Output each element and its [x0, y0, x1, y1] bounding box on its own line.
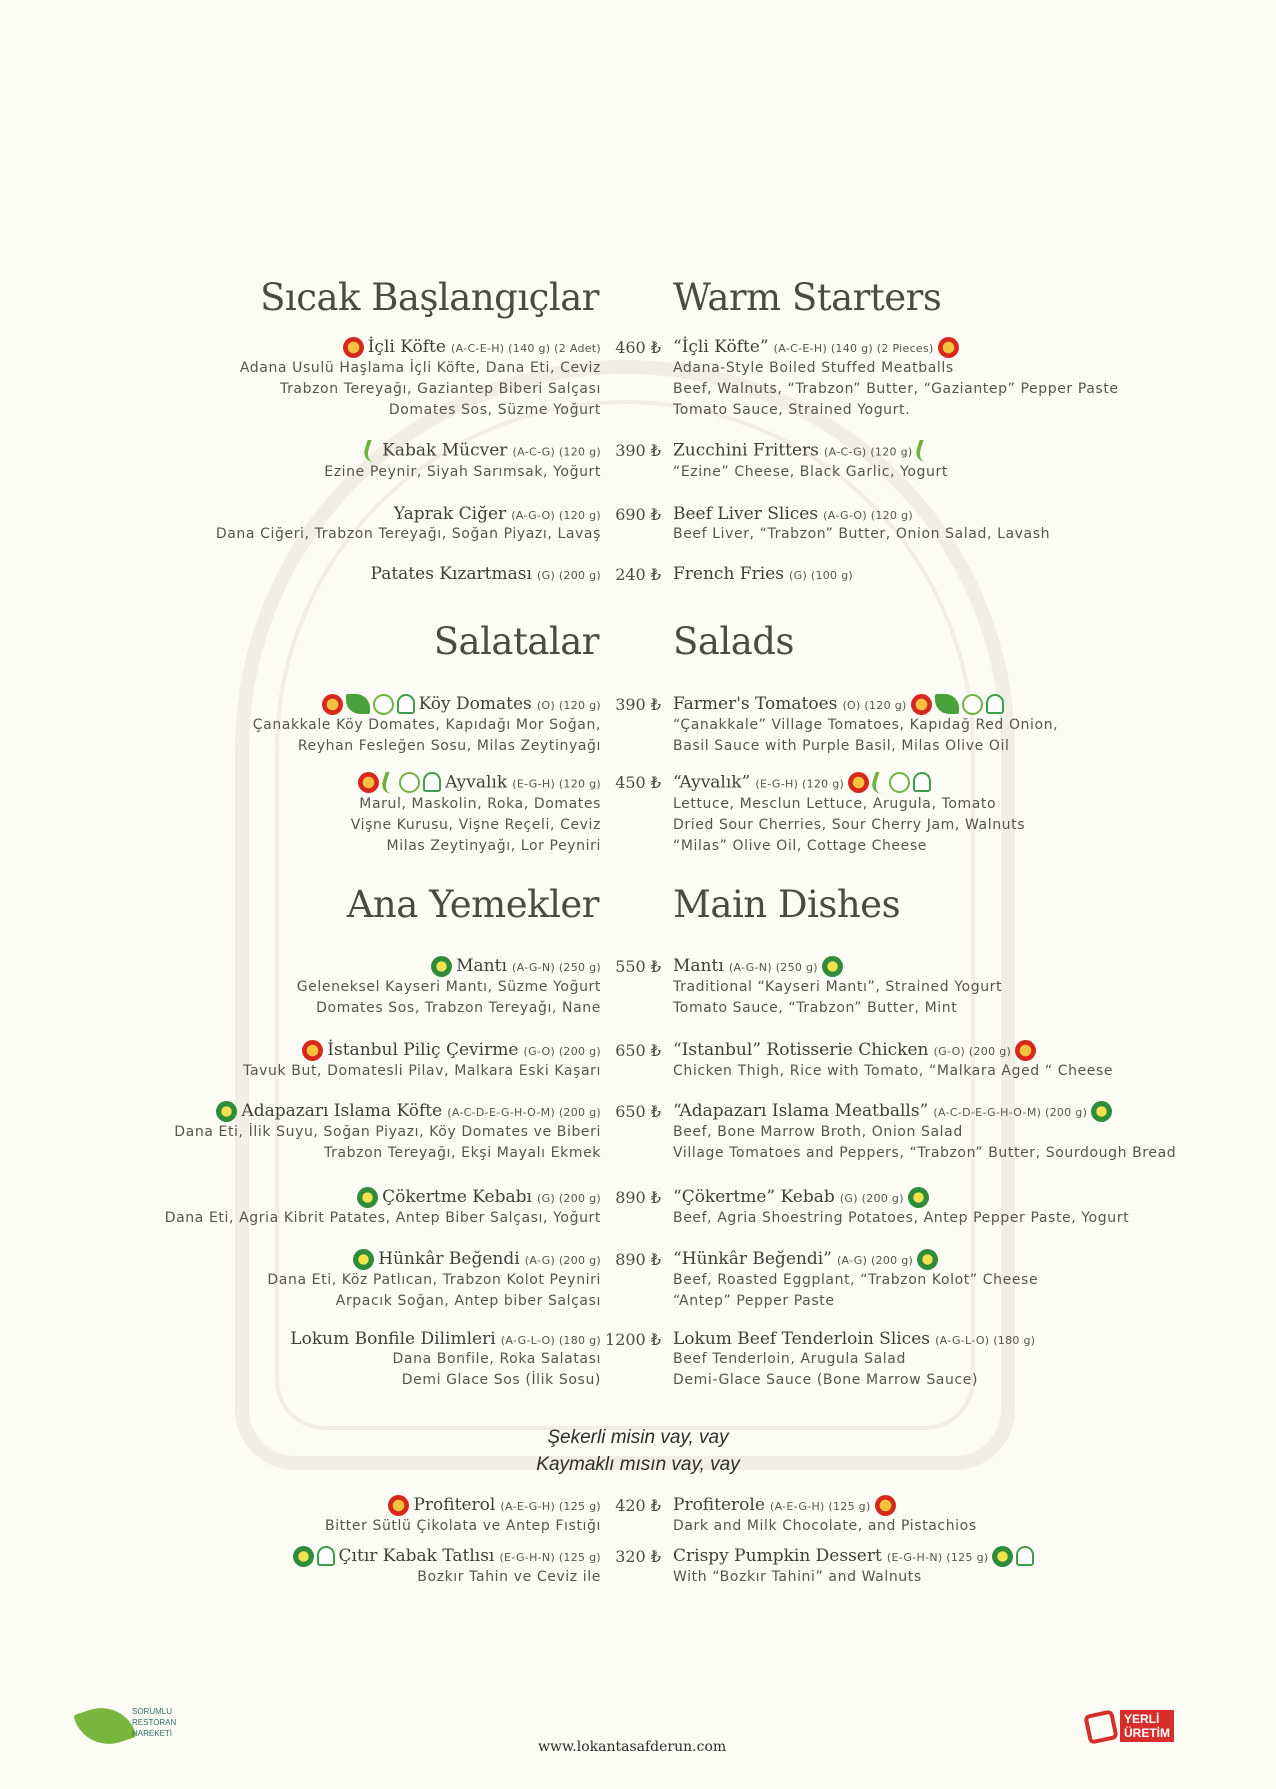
dietary-icons	[302, 1040, 323, 1061]
slow-food-badge-icon	[373, 694, 394, 715]
menu-item-en	[673, 1040, 1113, 1082]
menu-item-price: 390 ₺	[615, 441, 661, 460]
heading-salads-en: Salads	[673, 620, 794, 663]
menu-item-title	[673, 1249, 1038, 1270]
menu-item-title	[174, 1101, 601, 1122]
menu-item-allergen-code: (A-C-D-E-G-H-O-M) (200 g)	[447, 1106, 601, 1119]
menu-item-name: Profiterol	[413, 1495, 496, 1515]
menu-item-description: Dried Sour Cherries, Sour Cherry Jam, Walnuts	[673, 817, 1026, 833]
menu-item-en	[673, 1101, 1176, 1164]
dietary-icons	[322, 694, 415, 715]
logo-left-line-3: HAREKETİ	[132, 1729, 173, 1738]
menu-item-price: 690 ₺	[615, 505, 661, 524]
logo-left-line-2: RESTORAN	[132, 1718, 177, 1727]
dietary-icons	[431, 956, 452, 977]
menu-item-name: Ayvalık	[445, 772, 508, 793]
menu-item-title	[351, 772, 601, 794]
dietary-icons	[848, 772, 931, 794]
menu-item-description: Beef, Roasted Eggplant, “Trabzon Kolot” Cheese	[673, 1272, 1039, 1288]
menu-item-description: “Ezine” Cheese, Black Garlic, Yogurt	[673, 464, 948, 480]
green-badge-icon	[1091, 1101, 1112, 1122]
heading-warm-starters-en: Warm Starters	[673, 276, 942, 319]
menu-item-price: 450 ₺	[615, 773, 661, 792]
menu-item-description: Chicken Thigh, Rice with Tomato, “Malkara Aged “ Cheese	[673, 1063, 1114, 1079]
menu-item-allergen-code: (A-C-G) (120 g)	[824, 445, 913, 459]
menu-item-en	[673, 1187, 1129, 1229]
menu-item-description: Adana-Style Boiled Stuffed Meatballs	[673, 360, 954, 376]
menu-item-title	[673, 1187, 1129, 1208]
logo-right-line-2: ÜRETİM	[1124, 1726, 1170, 1740]
dietary-icons	[364, 440, 378, 462]
farmer-badge-icon	[397, 694, 415, 714]
menu-item-name: Lokum Bonfile Dilimleri	[290, 1329, 496, 1349]
menu-item-price: 890 ₺	[615, 1188, 661, 1207]
menu-item-description: Dana Ciğeri, Trabzon Tereyağı, Soğan Piyazı, Lavaş	[215, 526, 601, 542]
menu-item-name: Yaprak Ciğer	[393, 504, 507, 524]
menu-item-name: Profiterole	[673, 1495, 765, 1515]
green-badge-icon	[908, 1187, 929, 1208]
menu-item-en	[673, 440, 948, 483]
menu-item-tr	[290, 1329, 601, 1391]
menu-item-allergen-code: (A-G-N) (250 g)	[511, 961, 601, 974]
menu-item-tr	[351, 772, 601, 857]
menu-item-description: Dana Eti, Köz Patlıcan, Trabzon Kolot Peyniri	[267, 1272, 601, 1288]
dietary-icons	[875, 1495, 896, 1516]
green-badge-icon	[822, 956, 843, 977]
menu-item-allergen-code: (G) (200 g)	[537, 569, 601, 582]
menu-item-allergen-code: (A-C-E-H) (140 g) (2 Pieces)	[773, 342, 934, 355]
vegetarian-leaf-icon	[378, 772, 399, 794]
menu-item-en	[673, 504, 1050, 545]
dietary-icons	[358, 772, 441, 794]
menu-item-tr	[371, 564, 601, 584]
menu-item-name: “Istanbul” Rotisserie Chicken	[673, 1040, 929, 1060]
menu-item-description: Tomato Sauce, “Trabzon” Butter, Mint	[673, 1000, 958, 1016]
logo-left-line-1: SORUMLU	[132, 1707, 173, 1716]
dietary-icons	[917, 1249, 938, 1270]
menu-item-name: Beef Liver Slices	[673, 504, 819, 524]
menu-item-tr	[297, 956, 601, 1019]
slow-food-badge-icon	[962, 694, 983, 715]
menu-item-title	[290, 1329, 601, 1349]
menu-item-name: “Hünkâr Beğendi”	[673, 1249, 832, 1269]
dietary-icons	[353, 1249, 374, 1270]
dietary-icons	[216, 1101, 237, 1122]
menu-item-description: Çanakkale Köy Domates, Kapıdağı Mor Soğan,	[252, 717, 601, 733]
menu-item-name: “Ayvalık”	[673, 772, 751, 793]
menu-item-allergen-code: (E-G-H) (120 g)	[755, 777, 845, 791]
menu-item-name: Crispy Pumpkin Dessert	[673, 1546, 882, 1566]
menu-item-title	[289, 1546, 601, 1567]
red-badge-icon	[302, 1040, 323, 1061]
red-badge-icon	[388, 1495, 409, 1516]
menu-item-description: Dark and Milk Chocolate, and Pistachios	[673, 1518, 977, 1534]
menu-item-allergen-code: (G) (100 g)	[789, 569, 854, 582]
menu-item-price: 650 ₺	[615, 1041, 661, 1060]
menu-item-allergen-code: (A-G) (200 g)	[836, 1254, 914, 1267]
menu-item-allergen-code: (G) (200 g)	[537, 1192, 601, 1205]
website-url[interactable]: www.lokantasafderun.com	[538, 1739, 727, 1755]
menu-item-price: 420 ₺	[615, 1496, 661, 1515]
menu-item-title	[216, 504, 601, 524]
menu-item-description: Reyhan Fesleğen Sosu, Milas Zeytinyağı	[297, 738, 601, 754]
dietary-icons	[938, 337, 959, 358]
menu-item-name: “Çökertme” Kebab	[673, 1187, 835, 1207]
logo-right-line-1: YERLİ	[1124, 1712, 1160, 1726]
vegetarian-leaf-icon	[869, 772, 890, 794]
green-badge-icon	[917, 1249, 938, 1270]
menu-item-allergen-code: (A-C-E-H) (140 g) (2 Adet)	[451, 342, 601, 355]
menu-item-en	[673, 1495, 977, 1537]
menu-item-description: Beef Tenderloin, Arugula Salad	[673, 1351, 906, 1367]
leaf-icon	[73, 1699, 137, 1754]
green-badge-icon	[293, 1546, 314, 1567]
menu-item-tr	[240, 337, 601, 421]
menu-item-price: 320 ₺	[615, 1547, 661, 1566]
menu-item-title	[673, 440, 948, 462]
menu-item-title	[297, 956, 601, 977]
menu-item-description: Bitter Sütlü Çikolata ve Antep Fıstığı	[324, 1518, 601, 1534]
menu-item-allergen-code: (E-G-H) (120 g)	[512, 777, 601, 791]
red-badge-icon	[848, 772, 869, 793]
heading-salads-tr: Salatalar	[433, 620, 599, 663]
slogan-line-2: Kaymaklı mısın vay, vay	[536, 1454, 740, 1475]
menu-item-description: “Milas” Olive Oil, Cottage Cheese	[673, 838, 927, 854]
menu-item-description: Geleneksel Kayseri Mantı, Süzme Yoğurt	[296, 979, 601, 995]
handshake-icon	[1083, 1709, 1119, 1745]
menu-item-title	[673, 1040, 1113, 1061]
menu-item-allergen-code: (E-G-H-N) (125 g)	[886, 1551, 989, 1564]
menu-item-title	[165, 1187, 601, 1208]
menu-item-allergen-code: (O) (120 g)	[842, 699, 907, 712]
menu-item-name: Hünkâr Beğendi	[378, 1249, 520, 1269]
dietary-icons	[357, 1187, 378, 1208]
menu-item-price: 890 ₺	[615, 1250, 661, 1269]
dietary-icons	[908, 1187, 929, 1208]
menu-item-allergen-code: (A-G-L-O) (180 g)	[935, 1334, 1036, 1347]
menu-item-description: Traditional “Kayseri Mantı”, Strained Yogurt	[673, 979, 1003, 995]
red-badge-icon	[322, 694, 343, 715]
menu-item-description: With “Bozkır Tahini” and Walnuts	[673, 1569, 922, 1585]
menu-item-description: Basil Sauce with Purple Basil, Milas Olive Oil	[673, 738, 1010, 754]
menu-item-name: Çökertme Kebabı	[382, 1187, 532, 1207]
menu-item-en	[673, 1546, 1038, 1588]
menu-item-description: Trabzon Tereyağı, Ekşi Mayalı Ekmek	[324, 1145, 601, 1161]
menu-item-tr	[243, 1040, 601, 1082]
menu-item-allergen-code: (A-G-L-O) (180 g)	[500, 1334, 601, 1347]
dietary-icons	[1091, 1101, 1112, 1122]
responsible-restaurant-logo	[78, 1702, 218, 1752]
menu-item-description: Domates Sos, Süzme Yoğurt	[388, 402, 601, 418]
green-badge-icon	[992, 1546, 1013, 1567]
menu-item-tr	[289, 1546, 601, 1588]
menu-item-description: Beef, Bone Marrow Broth, Onion Salad	[673, 1124, 963, 1140]
heading-main-dishes-en: Main Dishes	[673, 883, 901, 926]
menu-item-title	[673, 564, 853, 584]
menu-item-name: “İçli Köfte”	[673, 337, 769, 357]
menu-item-description: Tomato Sauce, Strained Yogurt.	[673, 402, 911, 418]
menu-item-description: Ezine Peynir, Siyah Sarımsak, Yoğurt	[324, 464, 601, 480]
menu-item-name: Patates Kızartması	[370, 564, 532, 584]
menu-item-name: Adapazarı Islama Köfte	[241, 1101, 443, 1121]
menu-item-description: Beef, Walnuts, “Trabzon” Butter, “Gaziantep” Pepper Paste	[673, 381, 1119, 397]
menu-item-price: 390 ₺	[615, 695, 661, 714]
menu-item-price: 650 ₺	[615, 1102, 661, 1121]
menu-item-name: Lokum Beef Tenderloin Slices	[673, 1329, 930, 1349]
menu-item-title	[371, 564, 601, 584]
menu-item-tr	[324, 440, 601, 483]
menu-item-name: İçli Köfte	[367, 337, 446, 357]
menu-item-description: Demi-Glace Sauce (Bone Marrow Sauce)	[673, 1372, 979, 1388]
menu-item-tr	[267, 1249, 601, 1312]
menu-item-tr	[216, 504, 601, 545]
menu-item-tr	[174, 1101, 601, 1164]
menu-item-description: Domates Sos, Trabzon Tereyağı, Nane	[316, 1000, 601, 1016]
menu-item-name: French Fries	[673, 564, 784, 584]
slogan-line-1: Şekerli misin vay, vay	[547, 1427, 729, 1448]
heading-warm-starters-tr: Sıcak Başlangıçlar	[260, 276, 599, 319]
menu-item-title	[673, 956, 1002, 977]
menu-item-description: Beef, Agria Shoestring Potatoes, Antep Pepper Paste, Yogurt	[673, 1210, 1130, 1226]
farmer-badge-icon	[317, 1546, 335, 1566]
menu-item-description: Village Tomatoes and Peppers, “Trabzon” Butter, Sourdough Bread	[673, 1145, 1177, 1161]
menu-item-title	[324, 440, 601, 462]
menu-item-title	[673, 1101, 1176, 1122]
menu-item-description: Marul, Maskolin, Roka, Domates	[359, 796, 601, 812]
menu-item-allergen-code: (G-O) (200 g)	[523, 1045, 601, 1058]
menu-item-description: “Çanakkale” Village Tomatoes, Kapıdağ Red Onion,	[673, 717, 1059, 733]
menu-item-name: Mantı	[456, 956, 507, 976]
menu-item-title	[673, 337, 1119, 358]
vegan-badge-icon	[935, 694, 959, 714]
menu-item-title	[240, 337, 601, 358]
red-badge-icon	[343, 337, 364, 358]
menu-item-description: Lettuce, Mesclun Lettuce, Arugula, Tomato	[673, 796, 997, 812]
red-badge-icon	[875, 1495, 896, 1516]
menu-item-allergen-code: (O) (120 g)	[536, 699, 601, 712]
menu-item-description: Dana Eti, İlik Suyu, Soğan Piyazı, Köy Domates ve Biberi	[174, 1124, 601, 1140]
menu-item-description: Dana Eti, Agria Kibrit Patates, Antep Biber Salçası, Yoğurt	[164, 1210, 601, 1226]
green-badge-icon	[357, 1187, 378, 1208]
dietary-icons	[822, 956, 843, 977]
green-badge-icon	[353, 1249, 374, 1270]
menu-item-title	[325, 1495, 601, 1516]
red-badge-icon	[938, 337, 959, 358]
menu-item-name: Köy Domates	[418, 694, 532, 714]
menu-item-allergen-code: (A-C-G) (120 g)	[512, 445, 601, 459]
vegan-badge-icon	[346, 694, 370, 714]
menu-item-title	[673, 772, 1025, 794]
menu-item-en	[673, 1329, 1035, 1391]
farmer-badge-icon	[1016, 1546, 1034, 1566]
menu-item-allergen-code: (E-G-H-N) (125 g)	[499, 1551, 601, 1564]
menu-item-description: Adana Usulü Haşlama İçli Köfte, Dana Eti, Ceviz	[239, 360, 601, 376]
green-badge-icon	[431, 956, 452, 977]
menu-item-name: Çıtır Kabak Tatlısı	[338, 1546, 495, 1566]
menu-item-allergen-code: (A-E-G-H) (125 g)	[769, 1500, 871, 1513]
menu-item-title	[253, 694, 601, 715]
menu-item-allergen-code: (A-C-D-E-G-H-O-M) (200 g)	[933, 1106, 1088, 1119]
farmer-badge-icon	[913, 772, 931, 792]
menu-item-name: Kabak Mücver	[382, 440, 508, 461]
menu-item-price: 1200 ₺	[605, 1330, 661, 1349]
farmer-badge-icon	[423, 772, 441, 792]
menu-item-allergen-code: (A-E-G-H) (125 g)	[500, 1500, 601, 1513]
menu-item-title	[673, 694, 1058, 715]
menu-item-price: 550 ₺	[615, 957, 661, 976]
menu-item-en	[673, 694, 1058, 757]
menu-item-en	[673, 956, 1002, 1019]
slogan	[0, 1424, 1276, 1478]
red-badge-icon	[911, 694, 932, 715]
red-badge-icon	[1015, 1040, 1036, 1061]
menu-item-name: İstanbul Piliç Çevirme	[327, 1040, 519, 1060]
farmer-badge-icon	[986, 694, 1004, 714]
local-production-logo	[1086, 1708, 1168, 1750]
menu-item-title	[673, 1546, 1038, 1567]
menu-item-tr	[165, 1187, 601, 1229]
dietary-icons	[293, 1546, 335, 1567]
menu-item-en	[673, 564, 853, 584]
dietary-icons	[1015, 1040, 1036, 1061]
menu-item-description: Beef Liver, “Trabzon” Butter, Onion Salad, Lavash	[673, 526, 1051, 542]
dietary-icons	[992, 1546, 1034, 1567]
menu-item-name: Zucchini Fritters	[673, 440, 819, 461]
menu-item-en	[673, 772, 1025, 857]
dietary-icons	[388, 1495, 409, 1516]
menu-item-title	[243, 1040, 601, 1061]
menu-item-en	[673, 1249, 1038, 1312]
red-badge-icon	[358, 772, 379, 793]
menu-item-name: “Adapazarı Islama Meatballs”	[673, 1101, 929, 1121]
menu-item-title	[673, 504, 1050, 524]
menu-item-allergen-code: (A-G-O) (120 g)	[511, 509, 601, 522]
menu-item-description: Milas Zeytinyağı, Lor Peyniri	[386, 838, 601, 854]
menu-item-allergen-code: (G-O) (200 g)	[933, 1045, 1012, 1058]
heading-main-dishes-tr: Ana Yemekler	[346, 883, 599, 926]
slow-food-badge-icon	[889, 772, 910, 793]
menu-item-allergen-code: (A-G-O) (120 g)	[823, 509, 913, 522]
menu-item-description: Vişne Kurusu, Vişne Reçeli, Ceviz	[350, 817, 601, 833]
menu-item-description: Tavuk But, Domatesli Pilav, Malkara Eski Kaşarı	[243, 1063, 601, 1079]
menu-item-name: Mantı	[673, 956, 724, 976]
menu-item-title	[673, 1329, 1035, 1349]
menu-item-price: 460 ₺	[615, 338, 661, 357]
vegetarian-leaf-icon	[361, 440, 382, 462]
menu-item-tr	[253, 694, 601, 757]
green-badge-icon	[216, 1101, 237, 1122]
dietary-icons	[911, 694, 1004, 715]
menu-item-allergen-code: (A-G-N) (250 g)	[728, 961, 818, 974]
menu-item-description: “Antep” Pepper Paste	[673, 1293, 835, 1309]
menu-item-description: Arpacık Soğan, Antep biber Salçası	[335, 1293, 601, 1309]
vegetarian-leaf-icon	[913, 440, 934, 462]
menu-item-allergen-code: (G) (200 g)	[839, 1192, 904, 1205]
menu-item-price: 240 ₺	[615, 565, 661, 584]
dietary-icons	[343, 337, 364, 358]
menu-item-tr	[325, 1495, 601, 1537]
menu-item-en	[673, 337, 1119, 421]
dietary-icons	[916, 440, 930, 462]
menu-item-description: Dana Bonfile, Roka Salatası	[392, 1351, 601, 1367]
menu-item-description: Demi Glace Sos (İlik Sosu)	[401, 1372, 601, 1388]
menu-item-description: Trabzon Tereyağı, Gaziantep Biberi Salçası	[279, 381, 601, 397]
menu-item-description: Bozkır Tahin ve Ceviz ile	[417, 1569, 601, 1585]
menu-item-title	[267, 1249, 601, 1270]
slow-food-badge-icon	[399, 772, 420, 793]
menu-item-allergen-code: (A-G) (200 g)	[524, 1254, 601, 1267]
menu-item-name: Farmer's Tomatoes	[673, 694, 838, 714]
menu-item-title	[673, 1495, 977, 1516]
